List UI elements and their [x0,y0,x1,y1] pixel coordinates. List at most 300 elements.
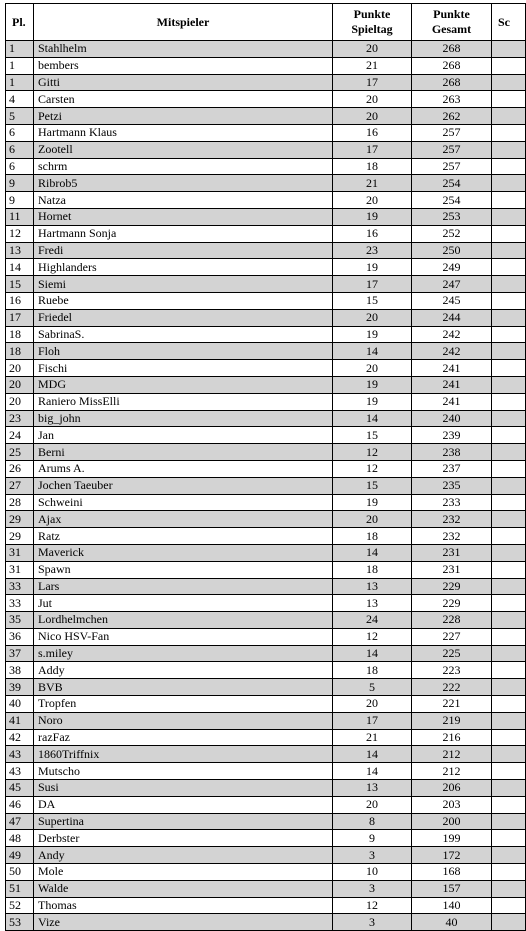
points-total-cell: 206 [412,780,492,797]
rank-cell: 15 [6,276,34,293]
extra-cell [492,276,526,293]
points-matchday-cell: 15 [333,292,412,309]
extra-cell [492,763,526,780]
player-name-cell: Tropfen [34,696,333,713]
points-matchday-cell: 19 [333,376,412,393]
extra-cell [492,847,526,864]
rank-cell: 35 [6,612,34,629]
points-total-cell: 257 [412,158,492,175]
points-matchday-cell: 20 [333,796,412,813]
rank-cell: 31 [6,561,34,578]
points-total-cell: 262 [412,108,492,125]
player-name-cell: big_john [34,410,333,427]
extra-cell [492,393,526,410]
table-row [6,578,526,595]
player-name-cell: Spawn [34,561,333,578]
table-row [6,679,526,696]
points-total-cell: 229 [412,578,492,595]
points-total-cell: 268 [412,74,492,91]
points-total-cell: 241 [412,360,492,377]
points-matchday-cell: 12 [333,460,412,477]
table-row [6,544,526,561]
points-total-cell: 252 [412,225,492,242]
points-total-cell: 254 [412,175,492,192]
points-total-cell: 239 [412,427,492,444]
points-matchday-cell: 18 [333,528,412,545]
player-name-cell: Stahlhelm [34,41,333,58]
table-row [6,91,526,108]
extra-cell [492,376,526,393]
table-row [6,813,526,830]
extra-cell [492,460,526,477]
player-name-cell: Ratz [34,528,333,545]
rank-cell: 45 [6,780,34,797]
table-row [6,746,526,763]
header-row [6,4,526,41]
points-total-cell: 257 [412,124,492,141]
table-row [6,780,526,797]
table-body [6,41,526,931]
player-name-cell: Ribrob5 [34,175,333,192]
rank-cell: 9 [6,192,34,209]
points-matchday-cell: 14 [333,763,412,780]
points-total-cell: 216 [412,729,492,746]
points-total-cell: 219 [412,712,492,729]
points-matchday-cell: 3 [333,914,412,931]
points-matchday-cell: 20 [333,360,412,377]
extra-cell [492,595,526,612]
points-total-cell: 242 [412,326,492,343]
extra-cell [492,880,526,897]
player-name-cell: Fischi [34,360,333,377]
extra-cell [492,796,526,813]
rank-cell: 18 [6,326,34,343]
table-row [6,612,526,629]
points-matchday-cell: 12 [333,444,412,461]
player-name-cell: bembers [34,57,333,74]
player-name-cell: Berni [34,444,333,461]
points-total-cell: 238 [412,444,492,461]
player-name-cell: Ruebe [34,292,333,309]
rank-cell: 6 [6,124,34,141]
rank-cell: 1 [6,74,34,91]
table-row [6,914,526,931]
player-name-cell: Susi [34,780,333,797]
points-matchday-cell: 19 [333,259,412,276]
points-matchday-cell: 3 [333,880,412,897]
extra-cell [492,729,526,746]
player-name-cell: BVB [34,679,333,696]
table-row [6,460,526,477]
extra-cell [492,511,526,528]
rank-cell: 24 [6,427,34,444]
points-matchday-cell: 19 [333,494,412,511]
table-row [6,595,526,612]
points-total-cell: 212 [412,746,492,763]
table-row [6,208,526,225]
points-total-cell: 227 [412,628,492,645]
extra-cell [492,124,526,141]
points-matchday-cell: 18 [333,662,412,679]
points-matchday-cell: 13 [333,578,412,595]
rank-cell: 28 [6,494,34,511]
table-row [6,343,526,360]
header-points-matchday-line1: Punkte [353,7,391,21]
extra-cell [492,612,526,629]
points-matchday-cell: 14 [333,645,412,662]
rank-cell: 33 [6,578,34,595]
table-row [6,427,526,444]
rank-cell: 1 [6,41,34,58]
rank-cell: 36 [6,628,34,645]
player-name-cell: 1860Triffnix [34,746,333,763]
rank-cell: 29 [6,511,34,528]
points-total-cell: 250 [412,242,492,259]
rank-cell: 52 [6,897,34,914]
extra-cell [492,242,526,259]
points-matchday-cell: 17 [333,141,412,158]
table-row [6,410,526,427]
player-name-cell: Ajax [34,511,333,528]
player-name-cell: Addy [34,662,333,679]
extra-cell [492,192,526,209]
header-player: Mitspieler [34,4,333,41]
table-row [6,292,526,309]
table-row [6,276,526,293]
table-row [6,830,526,847]
points-matchday-cell: 15 [333,477,412,494]
points-matchday-cell: 14 [333,544,412,561]
table-row [6,696,526,713]
points-matchday-cell: 15 [333,427,412,444]
rank-cell: 20 [6,376,34,393]
player-name-cell: Hartmann Klaus [34,124,333,141]
table-row [6,864,526,881]
table-row [6,477,526,494]
table-row [6,141,526,158]
points-total-cell: 257 [412,141,492,158]
header-points-matchday [333,4,412,41]
rank-cell: 47 [6,813,34,830]
table-row [6,880,526,897]
player-name-cell: schrm [34,158,333,175]
points-total-cell: 222 [412,679,492,696]
extra-cell [492,208,526,225]
points-matchday-cell: 24 [333,612,412,629]
table-row [6,225,526,242]
extra-cell [492,864,526,881]
rank-cell: 11 [6,208,34,225]
points-total-cell: 240 [412,410,492,427]
header-points-total-line1: Punkte [433,7,470,21]
extra-cell [492,578,526,595]
rank-cell: 29 [6,528,34,545]
points-total-cell: 225 [412,645,492,662]
table-row [6,444,526,461]
points-total-cell: 253 [412,208,492,225]
table-row [6,763,526,780]
player-name-cell: Derbster [34,830,333,847]
player-name-cell: Gitti [34,74,333,91]
extra-cell [492,679,526,696]
rank-cell: 37 [6,645,34,662]
table-row [6,897,526,914]
player-name-cell: Mutscho [34,763,333,780]
rank-cell: 43 [6,763,34,780]
player-name-cell: Walde [34,880,333,897]
header-points-matchday-line2: Spieltag [351,22,393,36]
extra-cell [492,91,526,108]
extra-cell [492,528,526,545]
table-row [6,662,526,679]
player-name-cell: MDG [34,376,333,393]
player-name-cell: Supertina [34,813,333,830]
player-name-cell: Fredi [34,242,333,259]
points-matchday-cell: 20 [333,192,412,209]
player-name-cell: DA [34,796,333,813]
table-row [6,259,526,276]
extra-cell [492,360,526,377]
points-total-cell: 237 [412,460,492,477]
extra-cell [492,780,526,797]
points-matchday-cell: 5 [333,679,412,696]
points-total-cell: 228 [412,612,492,629]
points-total-cell: 263 [412,91,492,108]
extra-cell [492,175,526,192]
header-points-total-line2: Gesamt [431,22,472,36]
points-matchday-cell: 12 [333,628,412,645]
points-matchday-cell: 21 [333,729,412,746]
points-matchday-cell: 13 [333,595,412,612]
player-name-cell: Thomas [34,897,333,914]
player-name-cell: Maverick [34,544,333,561]
points-matchday-cell: 18 [333,561,412,578]
points-matchday-cell: 19 [333,393,412,410]
player-name-cell: Arums A. [34,460,333,477]
player-name-cell: Andy [34,847,333,864]
table-row [6,796,526,813]
player-name-cell: Hartmann Sonja [34,225,333,242]
rank-cell: 39 [6,679,34,696]
table-row [6,124,526,141]
player-name-cell: Vize [34,914,333,931]
rank-cell: 33 [6,595,34,612]
extra-cell [492,410,526,427]
player-name-cell: Petzi [34,108,333,125]
extra-cell [492,645,526,662]
rank-cell: 12 [6,225,34,242]
points-matchday-cell: 23 [333,242,412,259]
rank-cell: 4 [6,91,34,108]
rank-cell: 40 [6,696,34,713]
rank-cell: 13 [6,242,34,259]
rank-cell: 6 [6,158,34,175]
extra-cell [492,309,526,326]
extra-cell [492,57,526,74]
rank-cell: 50 [6,864,34,881]
player-name-cell: Lars [34,578,333,595]
points-total-cell: 223 [412,662,492,679]
player-name-cell: Natza [34,192,333,209]
table-row [6,242,526,259]
extra-cell [492,712,526,729]
points-total-cell: 247 [412,276,492,293]
table-row [6,158,526,175]
extra-cell [492,494,526,511]
player-name-cell: Schweini [34,494,333,511]
points-total-cell: 168 [412,864,492,881]
points-matchday-cell: 17 [333,276,412,293]
player-name-cell: Jan [34,427,333,444]
table-header [6,4,526,41]
header-points-total [412,4,492,41]
points-total-cell: 242 [412,343,492,360]
table-row [6,41,526,58]
points-matchday-cell: 12 [333,897,412,914]
points-total-cell: 241 [412,376,492,393]
rank-cell: 23 [6,410,34,427]
points-total-cell: 241 [412,393,492,410]
table-row [6,729,526,746]
table-row [6,74,526,91]
player-name-cell: Jochen Taeuber [34,477,333,494]
table-row [6,528,526,545]
rank-cell: 26 [6,460,34,477]
extra-cell [492,141,526,158]
points-matchday-cell: 21 [333,57,412,74]
extra-cell [492,427,526,444]
points-matchday-cell: 14 [333,746,412,763]
player-name-cell: Lordhelmchen [34,612,333,629]
extra-cell [492,544,526,561]
extra-cell [492,813,526,830]
points-matchday-cell: 13 [333,780,412,797]
header-rank: Pl. [6,4,34,41]
rank-cell: 48 [6,830,34,847]
table-row [6,57,526,74]
points-total-cell: 200 [412,813,492,830]
extra-cell [492,108,526,125]
rank-cell: 51 [6,880,34,897]
extra-cell [492,41,526,58]
points-total-cell: 231 [412,561,492,578]
rank-cell: 46 [6,796,34,813]
rank-cell: 27 [6,477,34,494]
points-matchday-cell: 14 [333,410,412,427]
points-total-cell: 172 [412,847,492,864]
extra-cell [492,74,526,91]
table-row [6,376,526,393]
rank-cell: 14 [6,259,34,276]
points-matchday-cell: 19 [333,208,412,225]
points-total-cell: 232 [412,528,492,545]
player-name-cell: Carsten [34,91,333,108]
extra-cell [492,696,526,713]
player-name-cell: Friedel [34,309,333,326]
extra-cell [492,628,526,645]
table-row [6,847,526,864]
player-name-cell: Siemi [34,276,333,293]
rank-cell: 20 [6,360,34,377]
player-name-cell: s.miley [34,645,333,662]
rank-cell: 17 [6,309,34,326]
table-row [6,628,526,645]
points-total-cell: 203 [412,796,492,813]
extra-cell [492,746,526,763]
rank-cell: 31 [6,544,34,561]
points-total-cell: 40 [412,914,492,931]
points-matchday-cell: 17 [333,74,412,91]
points-total-cell: 140 [412,897,492,914]
header-extra: Sc [492,4,526,41]
extra-cell [492,830,526,847]
table-row [6,561,526,578]
rank-cell: 25 [6,444,34,461]
extra-cell [492,561,526,578]
points-matchday-cell: 16 [333,124,412,141]
points-total-cell: 199 [412,830,492,847]
rank-cell: 49 [6,847,34,864]
table-row [6,192,526,209]
points-matchday-cell: 8 [333,813,412,830]
extra-cell [492,158,526,175]
points-total-cell: 235 [412,477,492,494]
extra-cell [492,292,526,309]
rank-cell: 41 [6,712,34,729]
rank-cell: 53 [6,914,34,931]
rank-cell: 43 [6,746,34,763]
rank-cell: 16 [6,292,34,309]
player-name-cell: Mole [34,864,333,881]
player-name-cell: Highlanders [34,259,333,276]
points-total-cell: 245 [412,292,492,309]
rank-cell: 6 [6,141,34,158]
table-row [6,360,526,377]
points-total-cell: 229 [412,595,492,612]
points-matchday-cell: 14 [333,343,412,360]
points-total-cell: 212 [412,763,492,780]
extra-cell [492,662,526,679]
points-total-cell: 157 [412,880,492,897]
table-row [6,108,526,125]
extra-cell [492,914,526,931]
table-row [6,175,526,192]
extra-cell [492,343,526,360]
points-matchday-cell: 20 [333,309,412,326]
points-matchday-cell: 20 [333,41,412,58]
table-row [6,645,526,662]
points-total-cell: 233 [412,494,492,511]
table-row [6,393,526,410]
player-name-cell: SabrinaS. [34,326,333,343]
standings-table [5,3,526,931]
table-row [6,309,526,326]
rank-cell: 1 [6,57,34,74]
player-name-cell: razFaz [34,729,333,746]
player-name-cell: Jut [34,595,333,612]
points-total-cell: 221 [412,696,492,713]
extra-cell [492,259,526,276]
table-row [6,494,526,511]
points-matchday-cell: 18 [333,158,412,175]
player-name-cell: Raniero MissElli [34,393,333,410]
points-matchday-cell: 20 [333,108,412,125]
extra-cell [492,326,526,343]
player-name-cell: Hornet [34,208,333,225]
points-total-cell: 232 [412,511,492,528]
rank-cell: 38 [6,662,34,679]
extra-cell [492,897,526,914]
